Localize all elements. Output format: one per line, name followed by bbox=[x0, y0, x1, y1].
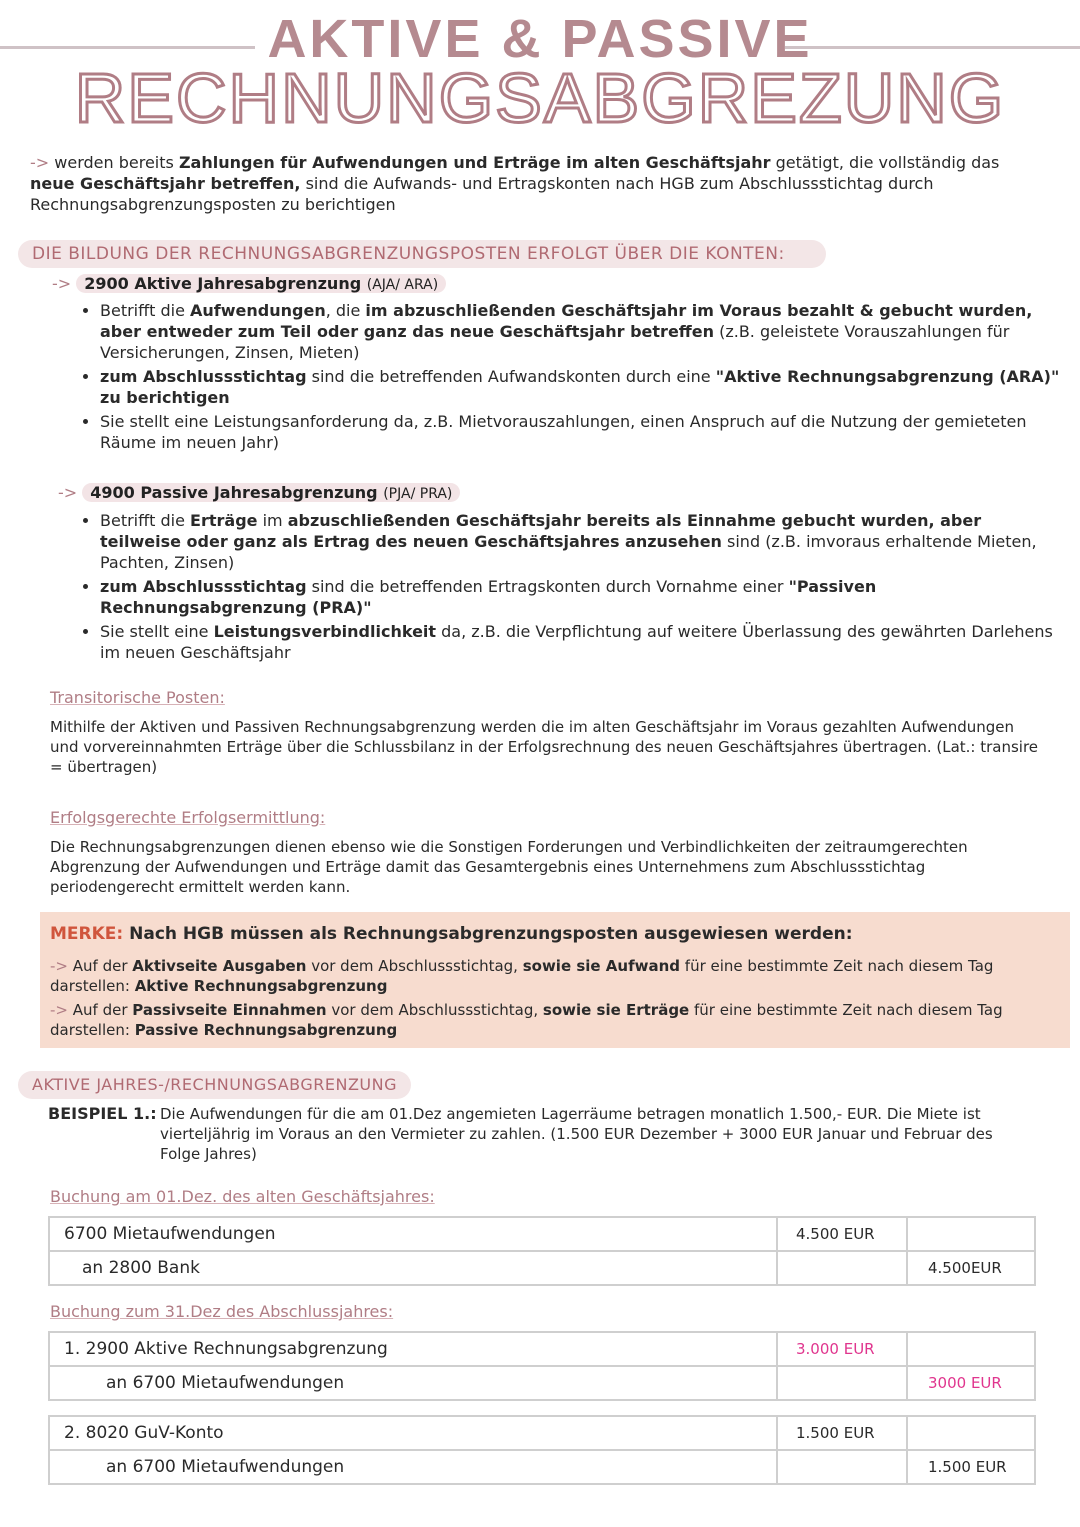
haben-cell bbox=[908, 1333, 1034, 1365]
buchung1-table bbox=[48, 1216, 1036, 1286]
text: zum Abschlussstichtag bbox=[100, 577, 307, 596]
soll-cell: 4.500 EUR bbox=[778, 1218, 908, 1250]
text: abzuschließenden Geschäftsjahr bereits als Einnahme gebucht wurden, aber teilweise oder ganz als Ertrag des neuen Geschäftsjahres anzusehen bbox=[100, 511, 982, 551]
merke-head-text: Nach HGB müssen als Rechnungsabgrenzungsposten ausgewiesen werden: bbox=[123, 924, 853, 944]
intro-text-4: neue Geschäftsjahr betreffen, bbox=[30, 174, 301, 193]
text: sind die betreffenden Ertragskonten durch Vornahme einer bbox=[306, 577, 789, 596]
intro-text-2: Zahlungen für Aufwendungen und Erträge im alten Geschäftsjahr bbox=[178, 153, 771, 172]
text: Auf der bbox=[72, 1001, 133, 1019]
text: "Aktive Rechnungsabgrenzung (ARA)" zu berichtigen bbox=[100, 367, 1060, 407]
haben-cell bbox=[908, 1417, 1034, 1449]
passive-heading bbox=[58, 481, 460, 506]
text: zum Abschlussstichtag bbox=[100, 367, 307, 386]
account-cell: an 6700 Mietaufwendungen bbox=[50, 1367, 778, 1399]
text: Passivseite Einnahmen bbox=[132, 1001, 327, 1019]
soll-cell bbox=[778, 1451, 908, 1483]
buchung1-heading: Buchung am 01.Dez. des alten Geschäftsjahres: bbox=[50, 1187, 435, 1206]
text: für eine bestimmte Zeit nach diesem Tag darstellen: bbox=[50, 1001, 1003, 1039]
buchung2-heading: Buchung zum 31.Dez des Abschlussjahres: bbox=[50, 1302, 394, 1321]
account-cell: 6700 Mietaufwendungen bbox=[50, 1218, 778, 1250]
passive-label-pill bbox=[82, 483, 460, 502]
arrow-icon: -> bbox=[30, 153, 50, 172]
text: für eine bestimmte Zeit nach diesem Tag darstellen: bbox=[50, 957, 994, 995]
list-item bbox=[100, 411, 1060, 453]
merke-label: MERKE: bbox=[50, 924, 124, 944]
text: (z.B. geleistete Vorauszahlungen für Versicherungen, Zinsen, Mieten) bbox=[100, 322, 1010, 362]
aktive-label-pill bbox=[76, 274, 446, 293]
haben-cell bbox=[908, 1218, 1034, 1250]
account-cell: an 6700 Mietaufwendungen bbox=[50, 1451, 778, 1483]
text: im bbox=[257, 511, 288, 530]
haben-cell: 3000 EUR bbox=[928, 1374, 1002, 1392]
arrow-icon: -> bbox=[50, 1001, 73, 1019]
bildung-header: DIE BILDUNG DER RECHNUNGSABGRENZUNGSPOSTEN ERFOLGT ÜBER DIE KONTEN: bbox=[18, 240, 826, 268]
text: sowie sie Erträge bbox=[542, 1001, 690, 1019]
aktive-label: 2900 Aktive Jahresabgrenzung bbox=[84, 274, 362, 293]
beispiel-text: Die Aufwendungen für die am 01.Dez angemieten Lagerräume betragen monatlich 1.500,- EUR. Die Miete ist vierteljährig im Voraus an den Vermieter zu zahlen. (1.500 EUR Dezember + 3000 EUR Januar und Februar des Folge Jahres) bbox=[160, 1105, 993, 1163]
merke-line-2 bbox=[50, 1000, 1050, 1040]
text: sind die betreffenden Aufwandskonten durch eine bbox=[306, 367, 716, 386]
arrow-icon: -> bbox=[50, 957, 73, 975]
account-cell: an 2800 Bank bbox=[50, 1252, 778, 1284]
merke-heading bbox=[50, 924, 1050, 945]
passive-bullets bbox=[80, 510, 1060, 666]
transitorisch-text: Mithilfe der Aktiven und Passiven Rechnungsabgrenzung werden die im alten Geschäftsjahr im Voraus gezahlten Aufwendungen und vorvereinnahmten Erträge über die Schlussbilanz in der Erfolgsrechnung des neuen Geschäftsjahres übertragen. (Lat.: transire = übertragen) bbox=[50, 718, 1039, 776]
table-row bbox=[50, 1451, 1034, 1483]
text: Betrifft die bbox=[100, 511, 191, 530]
text: Auf der bbox=[72, 957, 133, 975]
erfolg-heading: Erfolgsgerechte Erfolgsermittlung: bbox=[50, 808, 326, 827]
table-row bbox=[50, 1252, 1034, 1284]
intro-text-5: sind die Aufwands- und Ertragskonten nach HGB zum Abschlussstichtag durch Rechnungsabgrenzungsposten zu berichtigen bbox=[30, 174, 934, 214]
list-item bbox=[100, 510, 1060, 573]
table-row bbox=[50, 1218, 1034, 1252]
soll-cell: 3.000 EUR bbox=[778, 1333, 908, 1365]
account-cell: 2. 8020 GuV-Konto bbox=[50, 1417, 778, 1449]
text: , die bbox=[325, 301, 366, 320]
beispiel-label: BEISPIEL 1.: bbox=[48, 1104, 157, 1123]
soll-cell bbox=[778, 1367, 908, 1399]
list-item bbox=[100, 366, 1060, 408]
transitorisch-heading: Transitorische Posten: bbox=[50, 688, 225, 707]
soll-cell bbox=[778, 1252, 908, 1284]
text: Sie stellt eine bbox=[100, 622, 214, 641]
list-item bbox=[100, 576, 1060, 618]
soll-cell: 1.500 EUR bbox=[778, 1417, 908, 1449]
text: sowie sie Aufwand bbox=[522, 957, 681, 975]
haben-cell: 4.500EUR bbox=[928, 1259, 1002, 1277]
text: vor dem Abschlussstichtag, bbox=[306, 957, 523, 975]
text: "Passiven Rechnungsabgrenzung (PRA)" bbox=[100, 577, 877, 617]
list-item bbox=[100, 300, 1060, 363]
intro-paragraph bbox=[30, 152, 1040, 215]
text: Betrifft die bbox=[100, 301, 191, 320]
aktive-abbr: (AJA/ ARA) bbox=[366, 277, 439, 293]
text: im abzuschließenden Geschäftsjahr im Voraus bezahlt & gebucht wurden, aber entweder zum Teil oder ganz das neue Geschäftsjahr betreffen bbox=[100, 301, 1033, 341]
text: da, z.B. die Verpflichtung auf weitere Überlassung des gewährten Darlehens im neuen Geschäftsjahr bbox=[100, 622, 1053, 662]
aktive-section-header: AKTIVE JAHRES-/RECHNUNGSABGRENZUNG bbox=[18, 1071, 411, 1099]
title-line2: RECHNUNGSABGREZUNG bbox=[74, 59, 1006, 137]
account-cell: 1. 2900 Aktive Rechnungsabgrenzung bbox=[50, 1333, 778, 1365]
table-row bbox=[50, 1367, 1034, 1399]
text: Leistungsverbindlichkeit bbox=[213, 622, 437, 641]
passive-abbr: (PJA/ PRA) bbox=[383, 486, 453, 502]
erfolg-text: Die Rechnungsabgrenzungen dienen ebenso wie die Sonstigen Forderungen und Verbindlichkeiten der zeitraumgerechten Abgrenzung der Aufwendungen und Erträge damit das Gesamtergebnis eines Unternehmens zum Abschlussstichtag periodengerecht ermittelt werden kann. bbox=[50, 838, 968, 896]
text: sind (z.B. imvoraus erhaltende Mieten, Pachten, Zinsen) bbox=[100, 532, 1037, 572]
text: Erträge bbox=[190, 511, 258, 530]
buchung2-table bbox=[48, 1331, 1036, 1401]
intro-text-1: werden bereits bbox=[54, 153, 179, 172]
table-row bbox=[50, 1417, 1034, 1451]
text: Aufwendungen bbox=[190, 301, 326, 320]
intro-text-3: getätigt, die vollständig das bbox=[770, 153, 1000, 172]
text: Aktive Rechnungsabgrenzung bbox=[134, 977, 388, 995]
title-line1: AKTIVE & PASSIVE bbox=[267, 9, 813, 69]
text: vor dem Abschlussstichtag, bbox=[326, 1001, 543, 1019]
arrow-icon: -> bbox=[58, 483, 83, 502]
text: Sie stellt eine Leistungsanforderung da, z.B. Mietvorauszahlungen, einen Anspruch auf die Nutzung der gemieteten Räume im neuen Jahr) bbox=[100, 412, 1027, 452]
haben-cell: 1.500 EUR bbox=[928, 1458, 1007, 1476]
aktive-heading bbox=[52, 272, 446, 297]
passive-label: 4900 Passive Jahresabgrenzung bbox=[90, 483, 378, 502]
merke-line-1 bbox=[50, 956, 1050, 996]
table-row bbox=[50, 1333, 1034, 1367]
list-item bbox=[100, 621, 1060, 663]
text: Passive Rechnungsabgrenzung bbox=[134, 1021, 398, 1039]
buchung3-table bbox=[48, 1415, 1036, 1485]
arrow-icon: -> bbox=[52, 274, 77, 293]
aktive-bullets bbox=[80, 300, 1060, 456]
text: Aktivseite Ausgaben bbox=[132, 957, 307, 975]
